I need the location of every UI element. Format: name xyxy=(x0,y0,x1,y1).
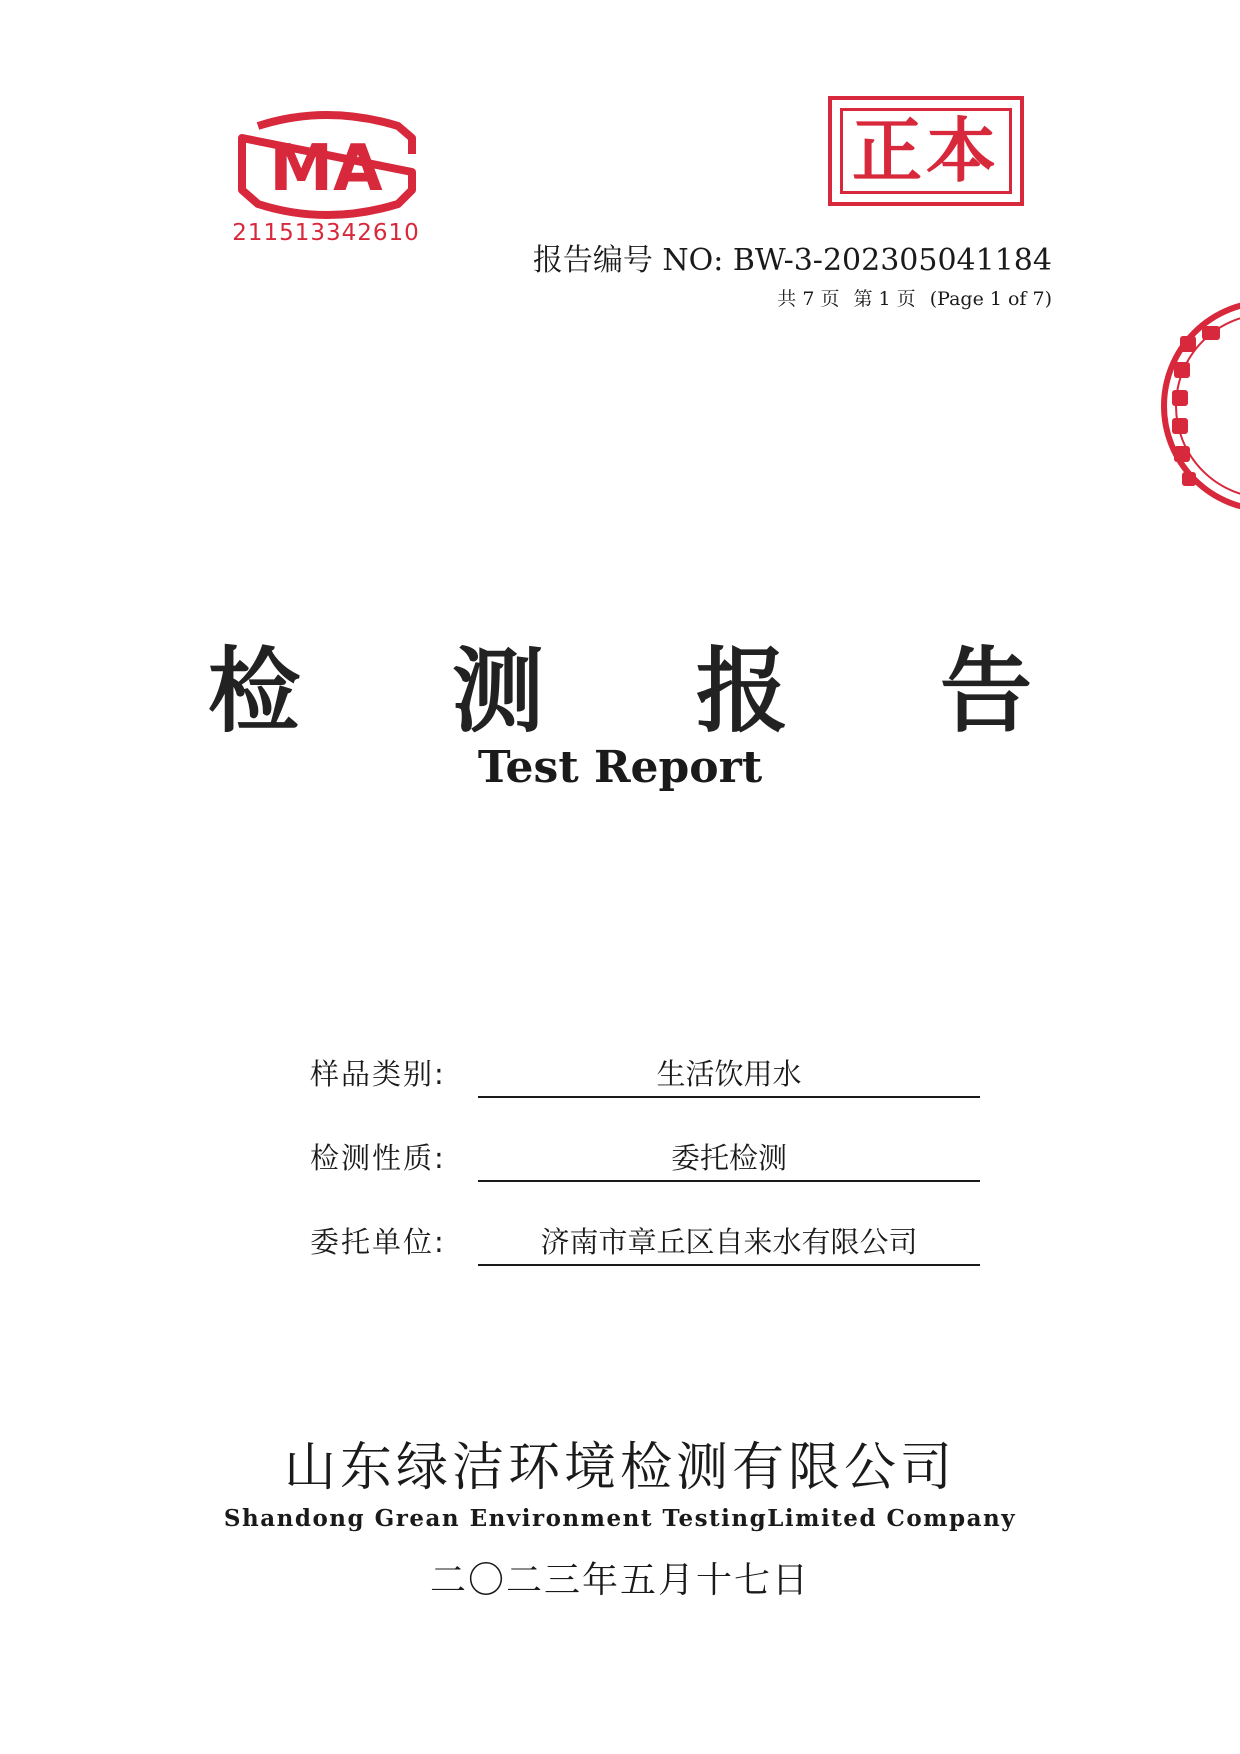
field-label: 样品类别: xyxy=(310,1057,446,1091)
field-label: 委托单位: xyxy=(310,1225,446,1259)
field-value: 生活饮用水 xyxy=(478,1052,980,1098)
company-round-seal xyxy=(1152,296,1240,516)
field-value: 济南市章丘区自来水有限公司 xyxy=(478,1220,980,1266)
page-total: 共 7 页 xyxy=(777,288,840,310)
original-copy-stamp xyxy=(828,96,1024,206)
report-title-english: Test Report xyxy=(477,742,763,793)
ma-text: MA xyxy=(269,132,383,206)
report-title-chinese: 检 测 报 告 xyxy=(207,637,1093,745)
page-current: 第 1 页 xyxy=(853,288,916,310)
ma-certification-stamp xyxy=(228,108,424,238)
page-english: (Page 1 of 7) xyxy=(929,288,1052,310)
original-copy-label: 正本 xyxy=(840,108,1012,194)
field-test-nature xyxy=(310,1136,980,1186)
field-sample-category xyxy=(310,1052,980,1102)
field-label: 检测性质: xyxy=(310,1141,446,1175)
field-client-unit xyxy=(310,1220,980,1270)
ma-certification-number: 211513342610 xyxy=(232,220,420,246)
field-value: 委托检测 xyxy=(478,1136,980,1182)
company-name-chinese: 山东绿洁环境检测有限公司 xyxy=(283,1438,956,1498)
report-date: 二〇二三年五月十七日 xyxy=(429,1560,810,1601)
company-name-english: Shandong Grean Environment TestingLimited Company xyxy=(223,1505,1017,1532)
report-number: 报告编号 NO: BW-3-202305041184 xyxy=(532,243,1052,278)
page-info xyxy=(777,284,1052,311)
